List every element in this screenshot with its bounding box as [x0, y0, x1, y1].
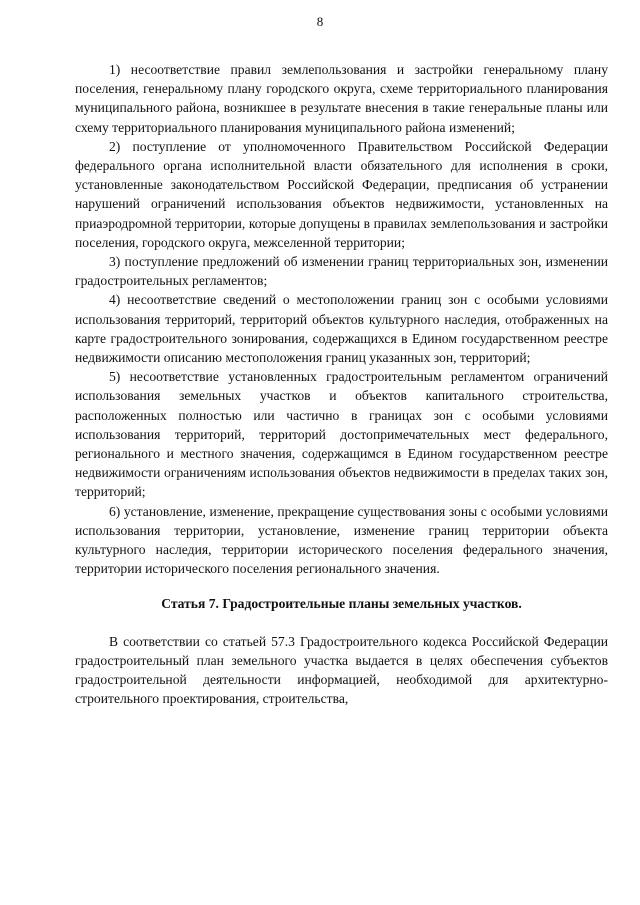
list-item-5: 5) несоответствие установленных градостроительным регламентом ограничений использования земельных участков и объектов капитального строительства, расположенных полностью или частично в границах зон с особыми условиями использования территорий, территорий достопримечательных мест федерального, регионального и местного значения, содержащимся в Едином государственном реестре недвижимости ограничениям использования объектов недвижимости в пределах таких зон, территорий; [75, 369, 608, 500]
list-item-4: 4) несоответствие сведений о местоположении границ зон с особыми условиями использования территорий, территорий объектов культурного наследия, отображенных на карте градостроительного зонирования, содержащихся в Едином государственном реестре недвижимости описанию местоположения границ указанных зон, территорий; [75, 292, 608, 366]
page-content [75, 60, 608, 709]
article-intro-paragraph: В соответствии со статьей 57.3 Градостроительного кодекса Российской Федерации градостроительный план земельного участка выдается в целях обеспечения субъектов градостроительной деятельности информацией, необходимой для архитектурно-строительного проектирования, строительства, [75, 633, 608, 707]
article-heading: Статья 7. Градостроительные планы земельных участков. [161, 596, 522, 612]
list-item-1: 1) несоответствие правил землепользования и застройки генеральному плану поселения, генеральному плану городского округа, схеме территориального планирования муниципального района, возникшее в результате внесения в такие генеральные планы или схему территориального планирования муниципального района изменений; [75, 62, 608, 135]
list-item-3: 3) поступление предложений об изменении границ территориальных зон, изменении градостроительных регламентов; [75, 254, 608, 289]
list-item-2: 2) поступление от уполномоченного Правительством Российской Федерации федерального органа исполнительной власти обязательного для исполнения в сроки, установленные законодательством Российской Федерации, предписания об устранении нарушений ограничений использования объектов недвижимости, установленных на приаэродромной территории, которые допущены в правилах землепользования и застройки поселения, городского округа, межселенной территории; [75, 138, 608, 250]
list-item-6: 6) установление, изменение, прекращение существования зоны с особыми условиями использования территории, установление, изменение границ территории объекта культурного наследия, территории исторического поселения федерального значения, территории исторического поселения регионального значения. [75, 503, 608, 577]
page-number: 8 [316, 14, 324, 29]
